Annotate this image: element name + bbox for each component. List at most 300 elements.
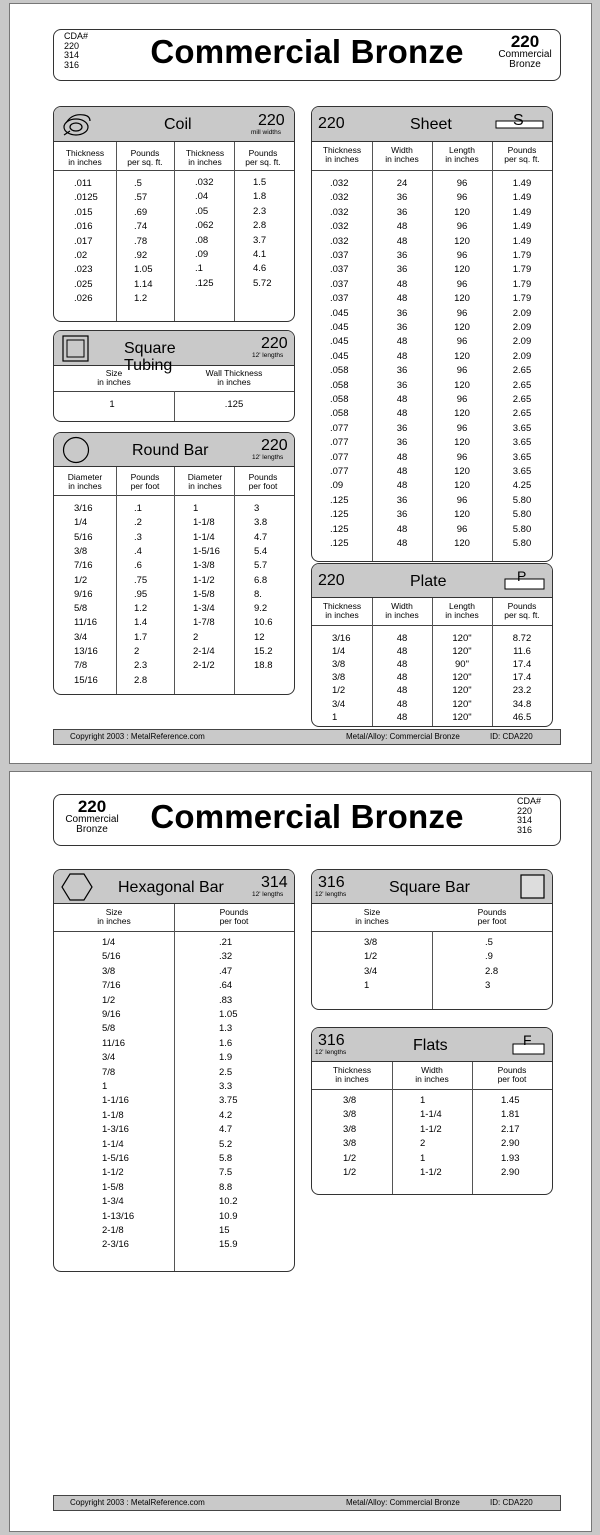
table-cell: .025: [74, 278, 93, 290]
column-header: Size in inches: [355, 907, 389, 926]
round-bar-grade: 220: [261, 437, 288, 454]
table-cell: 15/16: [74, 674, 98, 686]
table-cell: .69: [134, 206, 148, 218]
square-bar-icon: [520, 874, 545, 899]
column-header: Width in inches: [385, 601, 419, 620]
table-cell: 1.49: [512, 192, 532, 204]
table-cell: 36: [396, 437, 408, 449]
table-cell: 5/8: [102, 1023, 116, 1035]
plate-header: [312, 564, 552, 598]
table-cell: .032: [330, 206, 349, 218]
table-cell: 48: [396, 350, 408, 362]
table-cell: 1/2: [364, 951, 378, 963]
cda-number: 314: [64, 50, 80, 60]
hex-bar-header: [54, 870, 294, 904]
cda-number: 220: [64, 40, 80, 51]
column-header: Wall Thickness in inches: [205, 368, 263, 387]
table-cell: .011: [74, 178, 92, 189]
table-cell: 1-5/8: [193, 588, 215, 600]
table-cell: .125: [330, 538, 349, 549]
table-cell: .045: [330, 307, 349, 319]
table-cell: .125: [330, 523, 349, 535]
column-header: Pounds per foot: [248, 472, 278, 491]
hex-bar-table: [53, 869, 295, 1272]
table-cell: 2.8: [253, 220, 267, 232]
table-cell: 3.65: [512, 422, 532, 434]
table-cell: .058: [330, 379, 349, 391]
table-cell: 1.79: [512, 293, 532, 305]
table-cell: 2.8: [485, 965, 499, 977]
table-cell: 3.65: [512, 451, 532, 463]
table-cell: 13/16: [74, 646, 98, 657]
flats-note: 12' lengths: [315, 1049, 347, 1056]
table-cell: 2.3: [253, 205, 267, 217]
table-cell: .032: [330, 235, 349, 247]
table-cell: 17.4: [512, 672, 532, 684]
column-header: Pounds per foot: [497, 1065, 527, 1084]
table-cell: 96: [456, 422, 468, 434]
table-cell: 96: [456, 494, 468, 506]
column-header: Pounds per foot: [130, 472, 160, 491]
cda-label: CDA#: [517, 796, 542, 806]
sheet-page-2: [9, 771, 592, 1532]
divider: [174, 142, 175, 321]
table-cell: .75: [134, 574, 148, 586]
square-bar-header: [312, 870, 552, 904]
table-cell: 120: [454, 379, 470, 391]
table-cell: 48: [396, 646, 408, 658]
table-cell: .037: [330, 293, 349, 305]
table-cell: 3/4: [102, 1052, 116, 1064]
sheet-icon-letter: S: [513, 112, 524, 129]
divider: [234, 142, 235, 321]
table-cell: .57: [134, 192, 148, 204]
table-cell: .125: [330, 494, 349, 506]
table-cell: 96: [456, 278, 468, 290]
table-cell: 120": [452, 711, 472, 723]
table-cell: 5/16: [74, 531, 93, 543]
coil-header: [54, 107, 294, 142]
table-cell: 6.8: [254, 574, 268, 586]
table-cell: 1/4: [332, 646, 346, 658]
table-cell: 120: [454, 538, 470, 549]
square-tubing-note: 12' lengths: [252, 352, 284, 359]
table-cell: 1-5/8: [102, 1181, 124, 1193]
flats-icon-letter: F: [523, 1032, 532, 1048]
table-cell: 36: [396, 206, 408, 218]
table-cell: 2.5: [219, 1066, 233, 1078]
coil-title: Coil: [164, 116, 192, 133]
table-cell: 36: [396, 192, 408, 204]
table-cell: 2.09: [512, 322, 532, 333]
table-cell: 1.2: [134, 293, 148, 305]
table-cell: .023: [74, 264, 93, 276]
table-cell: 1: [102, 1081, 108, 1092]
table-cell: 3/4: [364, 965, 378, 977]
divider: [174, 467, 175, 694]
table-cell: 1: [109, 399, 115, 410]
column-header: Pounds per sq. ft.: [127, 148, 163, 167]
table-cell: 1.81: [501, 1109, 520, 1121]
coil-note: mill widths: [251, 129, 281, 136]
table-cell: 3.65: [512, 437, 532, 449]
table-cell: .037: [330, 278, 349, 290]
column-header: Thickness in inches: [332, 1065, 372, 1084]
table-cell: 1-3/4: [193, 603, 215, 615]
table-cell: .015: [74, 206, 93, 218]
table-cell: .077: [330, 466, 349, 477]
table-cell: 1-1/2: [420, 1123, 442, 1135]
hex-bar-title: Hexagonal Bar: [118, 879, 224, 896]
table-cell: 1.14: [134, 278, 153, 290]
table-cell: 36: [396, 494, 408, 506]
table-cell: 9/16: [74, 588, 93, 600]
table-cell: 15: [219, 1225, 230, 1236]
sheet-page-1: [9, 3, 592, 764]
plate-title: Plate: [410, 573, 447, 590]
footer-metal: Metal/Alloy: Commercial Bronze: [346, 1498, 460, 1507]
table-cell: 1-1/8: [102, 1109, 124, 1121]
table-cell: 48: [396, 659, 408, 671]
table-cell: .4: [134, 545, 142, 557]
table-cell: .95: [134, 588, 148, 600]
table-cell: 1.05: [134, 264, 153, 276]
table-cell: 1/2: [74, 574, 88, 586]
table-cell: 120": [452, 646, 472, 658]
table-cell: 36: [396, 264, 408, 276]
table-cell: 1.6: [219, 1037, 233, 1049]
table-cell: 4.25: [512, 480, 532, 492]
table-cell: .058: [330, 365, 349, 377]
table-cell: 3.3: [219, 1081, 233, 1092]
table-cell: .045: [330, 322, 349, 333]
table-cell: 2-1/4: [193, 646, 215, 657]
table-cell: 1-1/4: [193, 531, 215, 543]
table-cell: 7/8: [74, 660, 88, 672]
table-cell: 1.3: [219, 1023, 233, 1035]
table-cell: 3: [485, 980, 491, 992]
sheet-grade: 220: [318, 115, 345, 132]
table-cell: 2.09: [512, 350, 532, 362]
table-cell: 1-1/2: [193, 574, 215, 586]
table-cell: 36: [396, 322, 408, 333]
table-cell: .037: [330, 264, 349, 276]
table-cell: 3/8: [102, 965, 116, 977]
flats-header: [312, 1028, 552, 1062]
table-cell: 48: [396, 293, 408, 305]
page-title: Commercial Bronze: [150, 798, 464, 835]
table-cell: 3.7: [253, 234, 267, 246]
table-cell: 11/16: [102, 1037, 126, 1049]
table-cell: 1.49: [512, 178, 532, 189]
table-cell: 1-7/8: [193, 617, 215, 629]
table-cell: 48: [396, 235, 408, 247]
coil-grade: 220: [258, 112, 285, 129]
table-cell: 4.7: [254, 531, 268, 543]
table-cell: 1: [332, 711, 338, 723]
table-cell: .032: [330, 192, 349, 204]
table-cell: 48: [396, 480, 408, 492]
column-header: Pounds per sq. ft.: [504, 145, 540, 164]
table-cell: 1.2: [134, 603, 148, 615]
table-cell: 2.90: [501, 1138, 520, 1150]
table-cell: 1.45: [501, 1095, 520, 1106]
table-cell: .077: [330, 451, 349, 463]
table-cell: 96: [456, 178, 468, 189]
table-cell: 11/16: [74, 617, 98, 629]
table-cell: 1.49: [512, 221, 532, 233]
column-header: Length in inches: [445, 601, 479, 620]
table-cell: 96: [456, 365, 468, 377]
round-bar-icon: [62, 436, 90, 464]
table-cell: 2.65: [512, 394, 532, 405]
table-cell: 36: [396, 307, 408, 319]
table-cell: 96: [456, 523, 468, 535]
table-cell: 9.2: [254, 603, 268, 615]
table-cell: 96: [456, 394, 468, 405]
table-cell: 1/2: [102, 994, 116, 1006]
table-cell: 5.2: [219, 1138, 233, 1150]
table-cell: 18.8: [254, 660, 273, 672]
table-cell: .058: [330, 408, 349, 420]
table-cell: 5.4: [254, 545, 268, 557]
square-bar-title: Square Bar: [389, 879, 470, 896]
table-cell: 1/4: [74, 517, 88, 529]
table-cell: 1.79: [512, 264, 532, 276]
flats-title: Flats: [413, 1037, 448, 1054]
table-cell: 3.65: [512, 466, 532, 477]
table-cell: 48: [396, 523, 408, 535]
table-cell: .1: [195, 263, 203, 275]
grade-number: 220: [510, 32, 540, 51]
table-cell: 46.5: [512, 711, 532, 723]
table-cell: 1.9: [219, 1052, 233, 1064]
table-cell: 23.2: [512, 685, 532, 697]
plate-grade: 220: [318, 572, 345, 589]
table-cell: 48: [396, 451, 408, 463]
table-cell: 1.5: [253, 177, 267, 188]
table-cell: 3/4: [332, 698, 346, 710]
table-cell: 120": [452, 698, 472, 710]
round-bar-note: 12' lengths: [252, 454, 284, 461]
table-cell: 2.09: [512, 307, 532, 319]
table-cell: .0125: [74, 192, 98, 204]
table-cell: 1: [420, 1152, 426, 1164]
table-cell: 7/8: [102, 1066, 116, 1078]
table-cell: 120: [454, 293, 470, 305]
column-header: Thickness in inches: [65, 148, 105, 167]
table-cell: 4.1: [253, 249, 267, 260]
column-header: Pounds per sq. ft.: [245, 148, 281, 167]
grade-sub: Commercial: [65, 814, 119, 825]
table-cell: 1: [420, 1095, 426, 1106]
coil-table: [53, 106, 295, 322]
column-header: Diameter in inches: [187, 472, 223, 491]
table-cell: 48: [396, 633, 408, 644]
column-header: Thickness in inches: [322, 145, 362, 164]
table-cell: 2.17: [501, 1123, 520, 1135]
table-cell: 3: [254, 503, 260, 514]
table-cell: 48: [396, 711, 408, 723]
table-cell: 1.79: [512, 278, 532, 290]
grade-sub: Bronze: [509, 59, 541, 70]
table-cell: 12: [254, 631, 265, 643]
table-cell: 4.6: [253, 263, 267, 275]
table-cell: 1.7: [134, 631, 148, 643]
table-cell: 120: [454, 235, 470, 247]
table-cell: 96: [456, 336, 468, 348]
table-cell: .2: [134, 517, 142, 529]
table-cell: 1-1/8: [193, 517, 215, 529]
table-cell: .032: [330, 221, 349, 233]
column-header: Size in inches: [97, 907, 131, 926]
table-cell: 1.4: [134, 617, 148, 629]
cda-list: [517, 797, 541, 835]
table-cell: .64: [219, 980, 233, 992]
table-cell: 2.3: [134, 660, 148, 672]
table-cell: 1.05: [219, 1009, 238, 1020]
square-tubing-title: Square Tubing: [124, 340, 176, 374]
table-cell: 1-1/2: [420, 1167, 442, 1178]
table-cell: 7/16: [102, 980, 121, 992]
table-cell: 17.4: [512, 659, 532, 671]
table-cell: .9: [485, 951, 493, 963]
table-cell: .6: [134, 560, 142, 572]
grade-sub: Bronze: [76, 824, 108, 835]
table-cell: 1-3/4: [102, 1196, 124, 1208]
table-cell: 48: [396, 408, 408, 420]
divider: [234, 467, 235, 694]
footer-copyright: Copyright 2003 : MetalReference.com: [70, 1498, 205, 1507]
table-cell: 1-1/16: [102, 1095, 129, 1107]
table-cell: 3/8: [343, 1095, 357, 1106]
sheet-title: Sheet: [410, 116, 452, 133]
table-cell: 48: [396, 221, 408, 233]
table-cell: 36: [396, 509, 408, 521]
table-cell: 8.72: [512, 633, 532, 644]
table-cell: 1-3/8: [193, 560, 215, 572]
table-cell: .017: [74, 235, 93, 247]
table-cell: 120": [452, 672, 472, 684]
table-cell: .09: [330, 480, 344, 492]
table-cell: 5.80: [512, 523, 532, 535]
table-cell: 90": [455, 659, 469, 671]
table-cell: 15.9: [219, 1239, 238, 1251]
table-cell: 120: [454, 509, 470, 521]
table-cell: 1.49: [512, 235, 532, 247]
table-cell: .058: [330, 394, 349, 405]
table-cell: .077: [330, 422, 349, 434]
column-header: Pounds per sq. ft.: [504, 601, 540, 620]
flats-grade: 316: [318, 1032, 345, 1049]
cda-label: CDA#: [64, 31, 89, 41]
round-bar-table: [53, 432, 295, 695]
table-cell: 8.: [254, 588, 262, 600]
table-cell: 3/8: [343, 1109, 357, 1121]
table-cell: 5.7: [254, 560, 268, 572]
table-cell: .125: [195, 277, 214, 289]
page-footer: [53, 729, 561, 745]
table-cell: 5.80: [512, 538, 532, 549]
column-header: Size in inches: [97, 368, 131, 387]
column-header: Thickness in inches: [185, 148, 225, 167]
sheet-header: [312, 107, 552, 142]
hex-bar-note: 12' lengths: [252, 891, 284, 898]
cda-number: 314: [517, 815, 533, 825]
table-cell: 3/8: [343, 1123, 357, 1135]
table-cell: 2.90: [501, 1167, 520, 1178]
table-cell: 1-13/16: [102, 1210, 135, 1222]
table-cell: .045: [330, 350, 349, 362]
table-cell: 96: [456, 451, 468, 463]
table-cell: 15.2: [254, 646, 273, 657]
table-cell: 48: [396, 698, 408, 710]
table-cell: 1: [193, 503, 199, 514]
table-cell: 1.49: [512, 206, 532, 218]
table-cell: 120": [452, 633, 472, 644]
table-cell: .08: [195, 234, 209, 246]
table-cell: 3.75: [219, 1095, 238, 1107]
table-cell: .78: [134, 235, 148, 247]
table-cell: 1-5/16: [193, 545, 220, 557]
table-cell: 1-1/4: [102, 1138, 124, 1150]
table-cell: 1-1/2: [102, 1167, 124, 1179]
table-cell: 3/8: [332, 659, 346, 671]
table-cell: 2: [420, 1138, 426, 1150]
table-cell: 96: [456, 250, 468, 261]
table-cell: 120: [454, 350, 470, 362]
table-cell: .09: [195, 249, 209, 260]
table-cell: 2.65: [512, 379, 532, 391]
square-tubing-table: [53, 330, 295, 422]
table-cell: 3/8: [364, 937, 378, 948]
table-cell: 3/8: [74, 545, 88, 557]
divider: [174, 391, 175, 421]
table-cell: 48: [396, 336, 408, 348]
footer-id: ID: CDA220: [490, 1498, 533, 1507]
table-cell: 48: [396, 538, 408, 549]
table-cell: 8.8: [219, 1181, 233, 1193]
table-cell: 2-1/2: [193, 660, 215, 672]
table-cell: .5: [485, 937, 493, 948]
table-cell: .125: [224, 399, 244, 410]
cda-number: 316: [517, 824, 533, 835]
table-cell: 2.65: [512, 408, 532, 420]
table-cell: 7.5: [219, 1167, 233, 1179]
column-header: Width in inches: [385, 145, 419, 164]
table-cell: 3/16: [74, 503, 93, 514]
round-bar-title: Round Bar: [132, 442, 209, 459]
table-cell: 34.8: [512, 698, 532, 710]
table-cell: 5.80: [512, 509, 532, 521]
grade-sub: Commercial: [498, 49, 552, 60]
table-cell: .3: [134, 531, 142, 543]
table-cell: .037: [330, 250, 349, 261]
table-cell: 5/8: [74, 603, 88, 615]
table-cell: 2: [134, 646, 140, 657]
divider: [432, 931, 433, 1009]
grade-number: 220: [77, 797, 107, 816]
plate-icon-letter: P: [517, 568, 527, 584]
square-tube-icon: [62, 335, 89, 362]
table-cell: 36: [396, 365, 408, 377]
table-cell: 10.9: [219, 1210, 238, 1222]
table-cell: 36: [396, 250, 408, 261]
table-cell: .062: [195, 220, 214, 232]
footer-metal: Metal/Alloy: Commercial Bronze: [346, 732, 460, 741]
table-cell: 48: [396, 278, 408, 290]
table-cell: 36: [396, 422, 408, 434]
